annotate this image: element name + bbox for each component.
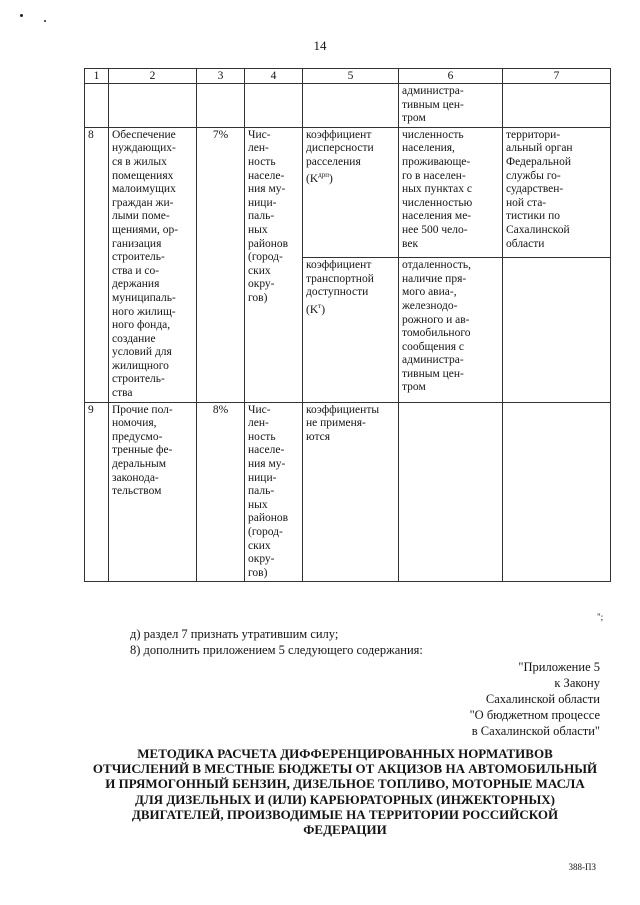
footer-code: 388-ПЗ <box>568 862 596 872</box>
row8-source <box>503 127 611 257</box>
cont-cell-4 <box>245 84 303 128</box>
header-cell-7: 7 <box>503 69 611 84</box>
table-row-9 <box>85 402 611 582</box>
header-cell-3: 3 <box>197 69 245 84</box>
closing-quote-mark: "; <box>597 612 604 622</box>
row9-source <box>503 402 611 582</box>
row8-number: 8 <box>85 127 109 402</box>
row8-coefficient-1 <box>303 127 399 257</box>
row9-base-text: Чис- лен- ность населе- ния му- ници- паль- ных районов (город- ских окру- гов) <box>248 403 289 579</box>
coef1-superscript: дрп <box>318 171 329 180</box>
coef2-superscript: т <box>318 301 322 310</box>
header-cell-6: 6 <box>399 69 503 84</box>
row8-indicator-2-text: отдаленность, наличие пря- мого авиа-, железнодо- рожного и ав- томобильного сообщения с администра- тивным цен- тром <box>402 259 471 394</box>
row9-number: 9 <box>85 402 109 582</box>
row8-rate: 7% <box>197 127 245 402</box>
methodology-title: МЕТОДИКА РАСЧЕТА ДИФФЕРЕНЦИРОВАННЫХ НОРМАТИВОВ ОТЧИСЛЕНИЙ В МЕСТНЫЕ БЮДЖЕТЫ ОТ АКЦИЗОВ НА АВТОМОБИЛЬНЫЙ И ПРЯМОГОННЫЙ БЕНЗИН, ДИЗЕЛЬНОЕ ТОПЛИВО, МОТОРНЫЕ МАСЛА ДЛЯ ДИЗЕЛЬНЫХ И (ИЛИ) КАРБЮРАТОРНЫХ (ИНЖЕКТОРНЫХ) ДВИГАТЕЛЕЙ, ПРОИЗВОДИМЫЕ НА ТЕРРИТОРИИ РОССИЙСКОЙ ФЕДЕРАЦИИ <box>92 746 598 838</box>
row8-indicator-1-text: численность населения, проживающе- го в населен- ных пунктах с численностью населения ме- нее 500 чело- век <box>402 128 473 250</box>
scan-speck <box>20 14 23 17</box>
header-cell-4: 4 <box>245 69 303 84</box>
cont-cell-1 <box>85 84 109 128</box>
row9-base <box>245 402 303 582</box>
cont-cell-2 <box>109 84 197 128</box>
table-row-continuation <box>85 84 611 128</box>
row8-indicator-1 <box>399 127 503 257</box>
row8-indicator-2 <box>399 258 503 403</box>
paragraph-8: 8) дополнить приложением 5 следующего содержания: <box>130 643 423 657</box>
row8-base <box>245 127 303 402</box>
header-cell-2: 2 <box>109 69 197 84</box>
page-number: 14 <box>313 38 327 53</box>
row9-name <box>109 402 197 582</box>
header-cell-1: 1 <box>85 69 109 84</box>
row9-rate: 8% <box>197 402 245 582</box>
appendix-reference: "Приложение 5 к Закону Сахалинской области "О бюджетном процессе в Сахалинской области" <box>469 660 600 738</box>
amendment-paragraphs <box>130 626 423 658</box>
coef1-close: ) <box>328 173 333 186</box>
indicators-table <box>84 68 611 582</box>
cont-cell-3 <box>197 84 245 128</box>
row8-source-empty <box>503 258 611 403</box>
paragraph-d: д) раздел 7 признать утратившим силу; <box>130 627 339 641</box>
row8-name <box>109 127 197 402</box>
coef1-text: коэффициент дисперсности расселения (K <box>306 128 374 186</box>
row9-indicator <box>399 402 503 582</box>
table-row-8a <box>85 127 611 257</box>
header-cell-5: 5 <box>303 69 399 84</box>
row8-base-text: Чис- лен- ность населе- ния му- ници- паль- ных районов (город- ских окру- гов) <box>248 128 289 304</box>
scan-speck <box>44 20 46 22</box>
table-header-row <box>85 69 611 84</box>
cont-cell-5 <box>303 84 399 128</box>
coef2-close: ) <box>321 303 326 316</box>
row8-coefficient-2 <box>303 258 399 403</box>
row9-coefficient-text: коэффициенты не применя- ются <box>306 403 380 443</box>
row9-name-text: Прочие пол- номочия, предусмо- тренные фе- деральным законода- тельством <box>112 403 173 498</box>
coef2-text: коэффициент транспортной доступности (K <box>306 259 374 316</box>
cont-indicator-text: администра- тивным цен- тром <box>402 85 464 125</box>
row9-coefficient <box>303 402 399 582</box>
row8-source-text: территори- альный орган Федеральной службы го- сударствен- ной ста- тистики по Сахалинской области <box>506 128 573 250</box>
cont-cell-6 <box>399 84 503 128</box>
row8-name-text: Обеспечение нуждающих- ся в жилых помещениях малоимущих граждан жи- лыми поме- щениями, ор- ганизация строитель- ства и со- держания муниципаль- ного жилищ- ного фонда, создание условий для жилищного строитель- ства <box>112 128 179 400</box>
cont-cell-7 <box>503 84 611 128</box>
